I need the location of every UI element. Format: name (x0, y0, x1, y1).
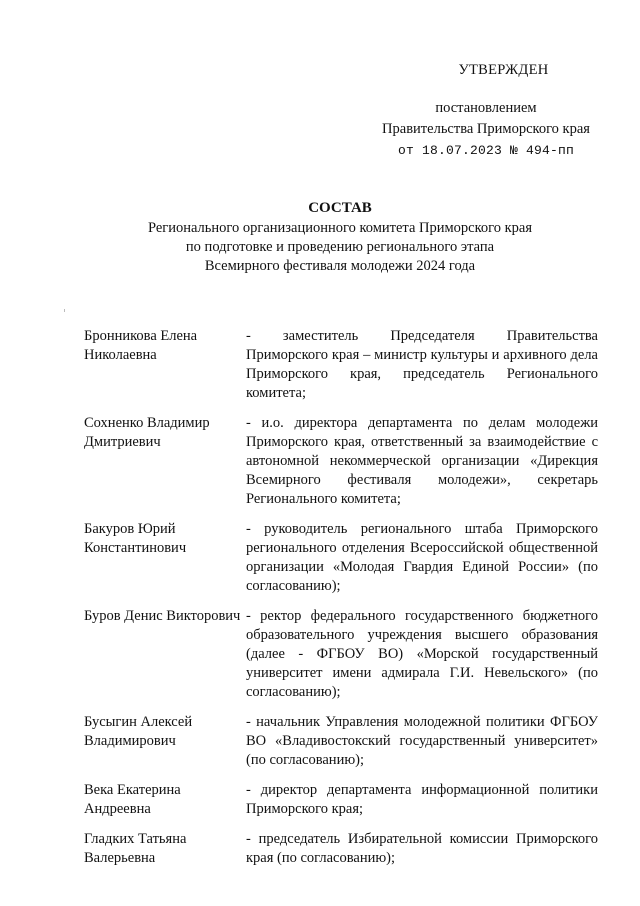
document-heading (60, 199, 620, 276)
member-name: Гладких Татьяна Валерьевна (84, 831, 187, 866)
member-row (84, 327, 598, 403)
document-title: СОСТАВ (308, 200, 372, 216)
member-role: - и.о. директора департамента по делам молодежи Приморского края, ответственный за взаимодействие с автономной некоммерческой организации «Дирекция Всемирного фестиваля молодежи», секретарь Регионального комитета; (246, 415, 598, 507)
decree-number: от 18.07.2023 № 494-пп (397, 143, 575, 158)
member-row (84, 607, 598, 702)
approval-stamp (356, 60, 596, 161)
member-role: - директор департамента информационной политики Приморского края; (246, 782, 598, 817)
member-role: - заместитель Председателя Правительства Приморского края – министр культуры и архивного дела Приморского края, председатель Регионального комитета; (246, 328, 598, 401)
heading-line-1: Регионального организационного комитета Приморского края (147, 220, 533, 236)
member-name: Бакуров Юрий Константинович (84, 521, 187, 556)
heading-line-3: Всемирного фестиваля молодежи 2024 года (204, 258, 476, 274)
member-name: Века Екатерина Андреевна (84, 782, 181, 817)
member-row (84, 520, 598, 596)
member-name: Сохненко Владимир Дмитриевич (84, 415, 210, 450)
member-row (84, 830, 598, 868)
margin-mark (64, 309, 65, 312)
member-name: Буров Денис Викторович (84, 608, 241, 624)
member-name: Бусыгин Алексей Владимирович (84, 714, 193, 749)
approval-line-1: постановлением (435, 100, 537, 116)
members-list (84, 327, 598, 879)
member-role: - председатель Избирательной комиссии Приморского края (по согласованию); (246, 831, 598, 866)
approved-label: УТВЕРЖДЕН (458, 62, 549, 78)
member-row (84, 713, 598, 770)
member-role: - ректор федерального государственного бюджетного образовательного учреждения высшего образования (далее - ФГБОУ ВО) «Морской государственный университет имени адмирала Г.И. Невельского» (по согласованию); (246, 608, 598, 700)
member-role: - руководитель регионального штаба Приморского регионального отделения Всероссийской общественной организации «Молодая Гвардия Единой России» (по согласованию); (246, 521, 598, 594)
approval-line-2: Правительства Приморского края (382, 121, 590, 137)
member-row (84, 414, 598, 509)
member-name: Бронникова Елена Николаевна (84, 328, 198, 363)
heading-line-2: по подготовке и проведению регионального этапа (185, 239, 495, 255)
member-role: - начальник Управления молодежной политики ФГБОУ ВО «Владивостокский государственный университет» (по согласованию); (246, 714, 598, 768)
member-row (84, 781, 598, 819)
